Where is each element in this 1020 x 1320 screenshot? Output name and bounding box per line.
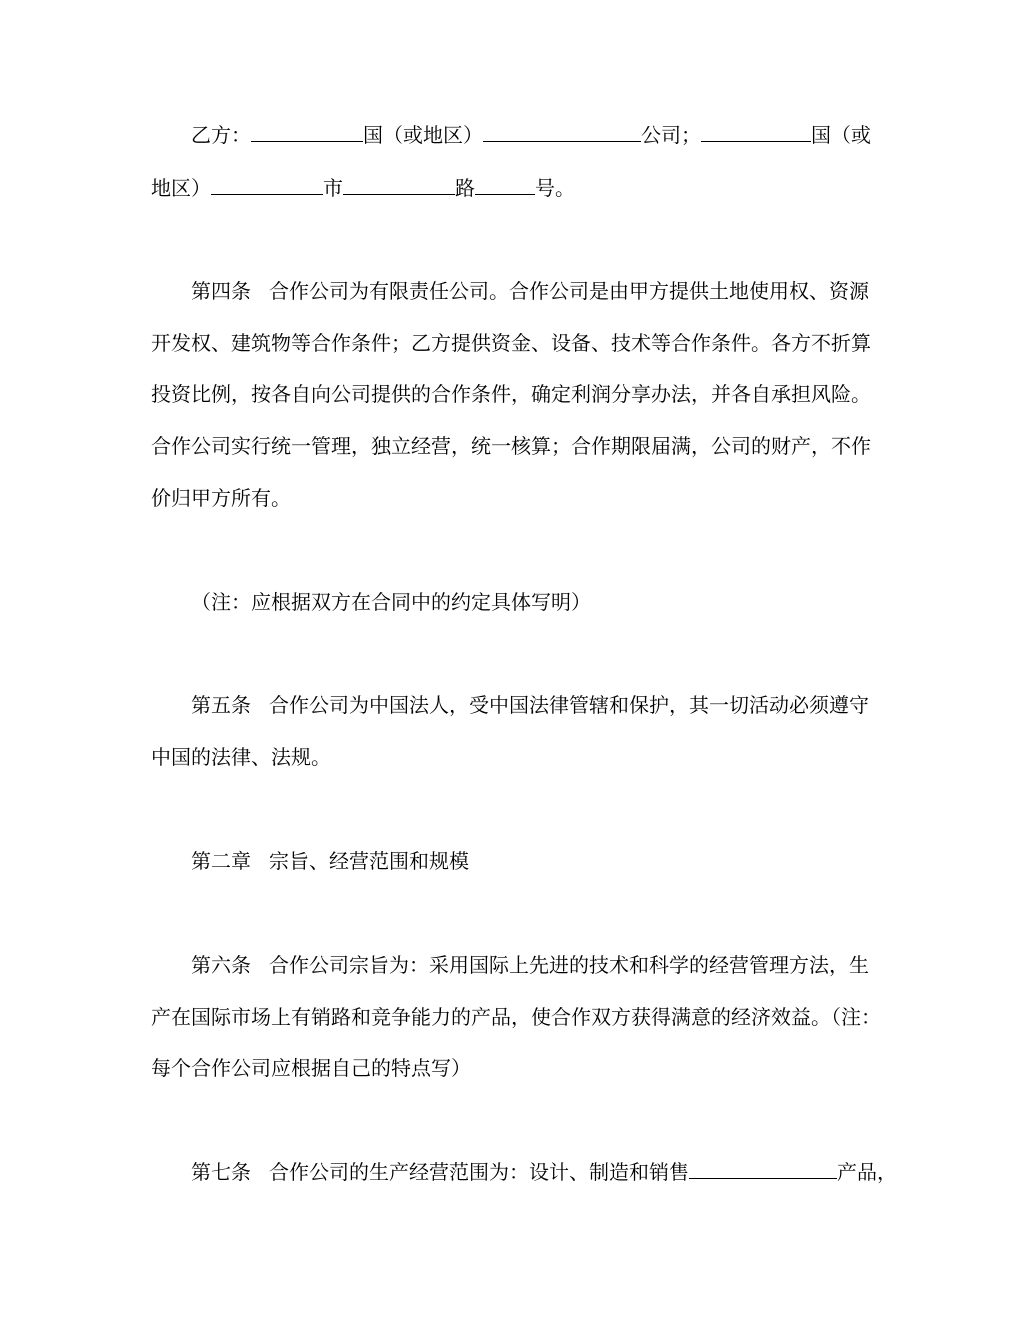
article4-text: 价归甲方所有。 [151,486,291,510]
article5-line-1 [191,692,869,718]
article5-text: 中国的法律、法规。 [151,745,331,769]
party-b-line-2 [151,174,575,201]
note-1 [191,589,591,615]
article4-text: 投资比例，按各自向公司提供的合作条件，确定利润分享办法，并各自承担风险。 [151,382,871,406]
article6-text: 合作公司宗旨为：采用国际上先进的技术和科学的经营管理方法，生 [269,953,869,977]
article4-line-3 [151,381,871,407]
party-b-road-text: 路 [455,176,475,200]
article4-line-1 [191,278,869,304]
blank-field[interactable] [251,121,363,142]
chapter2-title: 第二章 [191,849,251,873]
blank-field[interactable] [483,121,641,142]
article6-line-3 [151,1055,471,1081]
article4-text: 合作公司实行统一管理，独立经营，统一核算；合作期限届满，公司的财产，不作 [151,434,871,458]
article6-line-2 [151,1004,881,1030]
article6-line-1 [191,952,869,978]
blank-field[interactable] [343,174,455,195]
article4-text: 合作公司为有限责任公司。合作公司是由甲方提供土地使用权、资源 [269,279,869,303]
article4-title: 第四条 [191,279,251,303]
party-b-label: 乙方： [191,123,251,147]
article7-text-after: 产品， [837,1160,897,1184]
article4-line-4 [151,433,871,459]
article4-line-5 [151,485,291,511]
party-b-region-text: 地区） [151,176,211,200]
blank-field[interactable] [701,121,811,142]
party-b-number-text: 号。 [535,176,575,200]
chapter2-name: 宗旨、经营范围和规模 [269,849,469,873]
note-text: （注：应根据双方在合同中的约定具体写明） [191,590,591,614]
article7-line-1 [191,1158,897,1185]
party-b-city-text: 市 [323,176,343,200]
blank-field[interactable] [211,174,323,195]
article5-title: 第五条 [191,693,251,717]
party-b-country2-text: 国（或 [811,123,871,147]
article7-title: 第七条 [191,1160,251,1184]
blank-field[interactable] [475,174,535,195]
article4-text: 开发权、建筑物等合作条件；乙方提供资金、设备、技术等合作条件。各方不折算 [151,331,871,355]
chapter2-heading [191,848,469,874]
article4-line-2 [151,330,871,356]
party-b-country-text: 国（或地区） [363,123,483,147]
article5-text: 合作公司为中国法人，受中国法律管辖和保护，其一切活动必须遵守 [269,693,869,717]
party-b-company-text: 公司； [641,123,701,147]
blank-field[interactable] [689,1158,837,1179]
article7-text: 合作公司的生产经营范围为：设计、制造和销售 [269,1160,689,1184]
article6-text: 产在国际市场上有销路和竞争能力的产品，使合作双方获得满意的经济效益。（注： [151,1005,881,1029]
party-b-line-1 [191,121,871,148]
article6-text: 每个合作公司应根据自己的特点写） [151,1056,471,1080]
article5-line-2 [151,744,331,770]
article6-title: 第六条 [191,953,251,977]
